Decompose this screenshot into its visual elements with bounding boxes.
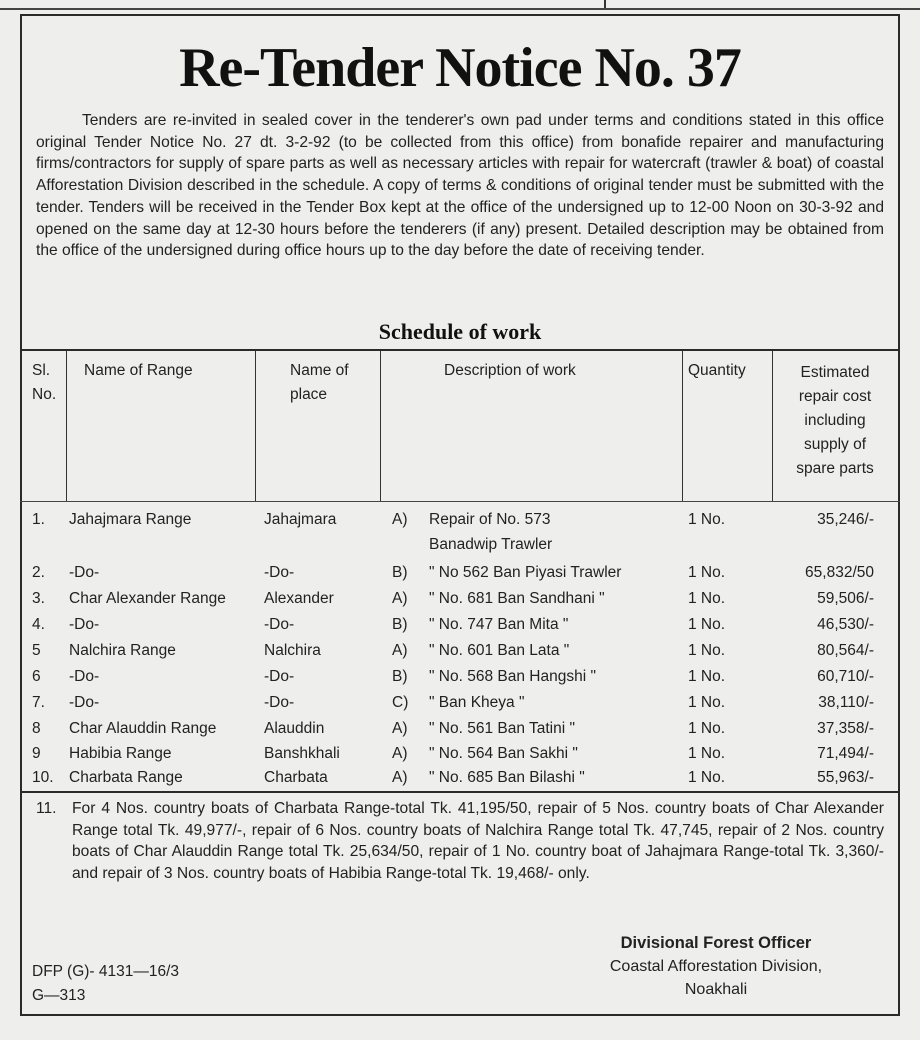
table-row: [20, 590, 900, 616]
row-quantity: 1 No.: [688, 590, 726, 607]
column-divider: [66, 351, 67, 501]
header-cost-line: Estimated: [800, 364, 870, 381]
row-quantity: 1 No.: [688, 564, 726, 581]
header-description: Description of work: [444, 362, 576, 379]
signature-division: Coastal Afforestation Division,: [609, 958, 823, 975]
row-description-cont: Banadwip Trawler: [429, 536, 553, 553]
row-range: Char Alexander Range: [69, 590, 226, 607]
row-range: Char Alauddin Range: [69, 720, 217, 737]
table-row: [20, 564, 900, 590]
row-sl: 10.: [32, 769, 54, 786]
top-rule: [0, 8, 920, 10]
signature-title: Divisional Forest Officer: [620, 934, 812, 952]
row-description: " No. 564 Ban Sakhi ": [429, 745, 578, 762]
row-sl: 6: [32, 668, 41, 685]
row-description: " Ban Kheya ": [429, 694, 525, 711]
row-item: A): [392, 745, 408, 762]
schedule-table: [20, 349, 900, 793]
row-range: -Do-: [69, 616, 100, 633]
row-place: Jahajmara: [264, 511, 337, 528]
header-place-line: Name of: [290, 362, 349, 379]
g-code: G—313: [32, 987, 86, 1004]
signature-block: [576, 932, 856, 1001]
notice-title: Re-Tender Notice No. 37: [179, 37, 741, 99]
note-number: 11.: [36, 800, 57, 817]
row-quantity: 1 No.: [688, 616, 726, 633]
table-row: [20, 720, 900, 746]
row-sl: 9: [32, 745, 41, 762]
row-description: Repair of No. 573: [429, 511, 551, 528]
table-row: [20, 511, 900, 553]
intro-paragraph: Tenders are re-invited in sealed cover in the tenderer's own pad under terms and conditions stated in this office original Tender Notice No. 27 dt. 3-2-92 (to be collected from this office) from bonafide repairer and manufacturing firms/contractors for supply of spare parts as well as necessary articles with repair for watercraft (trawler & boat) of coastal Afforestation Division described in the schedule. A copy of terms & conditions of original tender must be submitted with the tender. Tenders will be received in the Tender Box kept at the office of the undersigned up to 12-00 Noon on 30-3-92 and opened on the same day at 12-30 hours before the tenderers (if any) present. Detailed description may be obtained from the office of the undersigned during office hours up to the day before the date of receiving tender.: [36, 112, 884, 260]
row-range: -Do-: [69, 668, 100, 685]
schedule-heading: Schedule of work: [378, 319, 542, 344]
row-quantity: 1 No.: [688, 511, 726, 528]
row-quantity: 1 No.: [688, 720, 726, 737]
table-row: [20, 668, 900, 694]
row-quantity: 1 No.: [688, 694, 726, 711]
row-place: Alauddin: [264, 720, 325, 737]
row-sl: 1.: [32, 511, 45, 528]
row-place: -Do-: [264, 668, 295, 685]
table-row: [20, 769, 900, 795]
row-item: B): [392, 668, 408, 685]
row-place: Charbata: [264, 769, 328, 786]
row-place: -Do-: [264, 616, 295, 633]
row-description: " No. 601 Ban Lata ": [429, 642, 570, 659]
column-divider: [682, 351, 683, 501]
row-range: -Do-: [69, 694, 100, 711]
row-range: -Do-: [69, 564, 100, 581]
table-row: [20, 694, 900, 720]
row-item: A): [392, 590, 408, 607]
row-sl: 3.: [32, 590, 45, 607]
header-place-line: place: [290, 386, 328, 403]
column-divider: [255, 351, 256, 501]
notice-frame: [20, 14, 900, 1016]
row-cost: 59,506/-: [817, 590, 874, 607]
page-top-border: [0, 0, 920, 10]
row-description: " No. 747 Ban Mita ": [429, 616, 569, 633]
row-description: " No. 685 Ban Bilashi ": [429, 769, 585, 786]
row-cost: 35,246/-: [817, 511, 874, 528]
header-sl-line: No.: [32, 386, 57, 403]
row-range: Habibia Range: [69, 745, 172, 762]
row-cost: 60,710/-: [817, 668, 874, 685]
row-item: A): [392, 720, 408, 737]
header-cost-line: spare parts: [796, 460, 874, 477]
row-range: Charbata Range: [69, 769, 183, 786]
row-description: " No. 681 Ban Sandhani ": [429, 590, 605, 607]
row-quantity: 1 No.: [688, 745, 726, 762]
row-place: Nalchira: [264, 642, 321, 659]
row-cost: 65,832/50: [805, 564, 874, 581]
header-sl: [32, 359, 56, 407]
note-item-11: [36, 798, 884, 885]
row-range: Nalchira Range: [69, 642, 176, 659]
row-cost: 46,530/-: [817, 616, 874, 633]
header-range: Name of Range: [84, 362, 193, 379]
table-row: [20, 745, 900, 771]
row-sl: 5: [32, 642, 41, 659]
row-quantity: 1 No.: [688, 668, 726, 685]
reference-codes: [32, 960, 179, 1008]
row-cost: 71,494/-: [817, 745, 874, 762]
signature-place: Noakhali: [684, 981, 748, 998]
row-item: A): [392, 511, 408, 528]
header-cost: [772, 361, 898, 481]
column-divider: [380, 351, 381, 501]
row-cost: 38,110/-: [818, 694, 874, 711]
table-row: [20, 642, 900, 668]
row-item: C): [392, 694, 409, 711]
header-place: [290, 359, 349, 407]
dfp-code: DFP (G)- 4131—16/3: [32, 963, 180, 980]
row-description: " No. 561 Ban Tatini ": [429, 720, 576, 737]
row-item: B): [392, 564, 408, 581]
header-sl-line: Sl.: [32, 362, 51, 379]
row-sl: 7.: [32, 694, 45, 711]
row-sl: 8: [32, 720, 41, 737]
header-cost-line: repair cost: [798, 388, 872, 405]
row-item: A): [392, 642, 408, 659]
row-cost: 80,564/-: [817, 642, 874, 659]
row-cost: 37,358/-: [817, 720, 874, 737]
row-place: Banshkhali: [264, 745, 340, 762]
table-row: [20, 616, 900, 642]
row-range: Jahajmara Range: [69, 511, 192, 528]
row-description: " No 562 Ban Piyasi Trawler: [429, 564, 622, 581]
row-place: Alexander: [264, 590, 334, 607]
row-item: A): [392, 769, 408, 786]
row-place: -Do-: [264, 694, 295, 711]
header-quantity: Quantity: [688, 362, 746, 379]
row-sl: 4.: [32, 616, 45, 633]
header-cost-line: including: [804, 412, 866, 429]
row-item: B): [392, 616, 408, 633]
row-place: -Do-: [264, 564, 295, 581]
header-separator: [20, 501, 900, 502]
note-text: For 4 Nos. country boats of Charbata Range-total Tk. 41,195/50, repair of 5 Nos. country boats of Char Alexander Range total Tk. 49,977/-, repair of 6 Nos. country boats of Nalchira Range total Tk. 47,745, repair of 2 Nos. country boats of Char Alauddin Range total Tk. 25,634/50, repair of 1 No. country boat of Jahajmara Range-total Tk. 3,360/- and repair of 3 Nos. country boats of Habibia Range-total Tk. 19,468/- only.: [72, 800, 884, 883]
row-quantity: 1 No.: [688, 769, 726, 786]
row-quantity: 1 No.: [688, 642, 726, 659]
row-description: " No. 568 Ban Hangshi ": [429, 668, 596, 685]
header-cost-line: supply of: [803, 436, 867, 453]
row-sl: 2.: [32, 564, 45, 581]
row-cost: 55,963/-: [817, 769, 874, 786]
